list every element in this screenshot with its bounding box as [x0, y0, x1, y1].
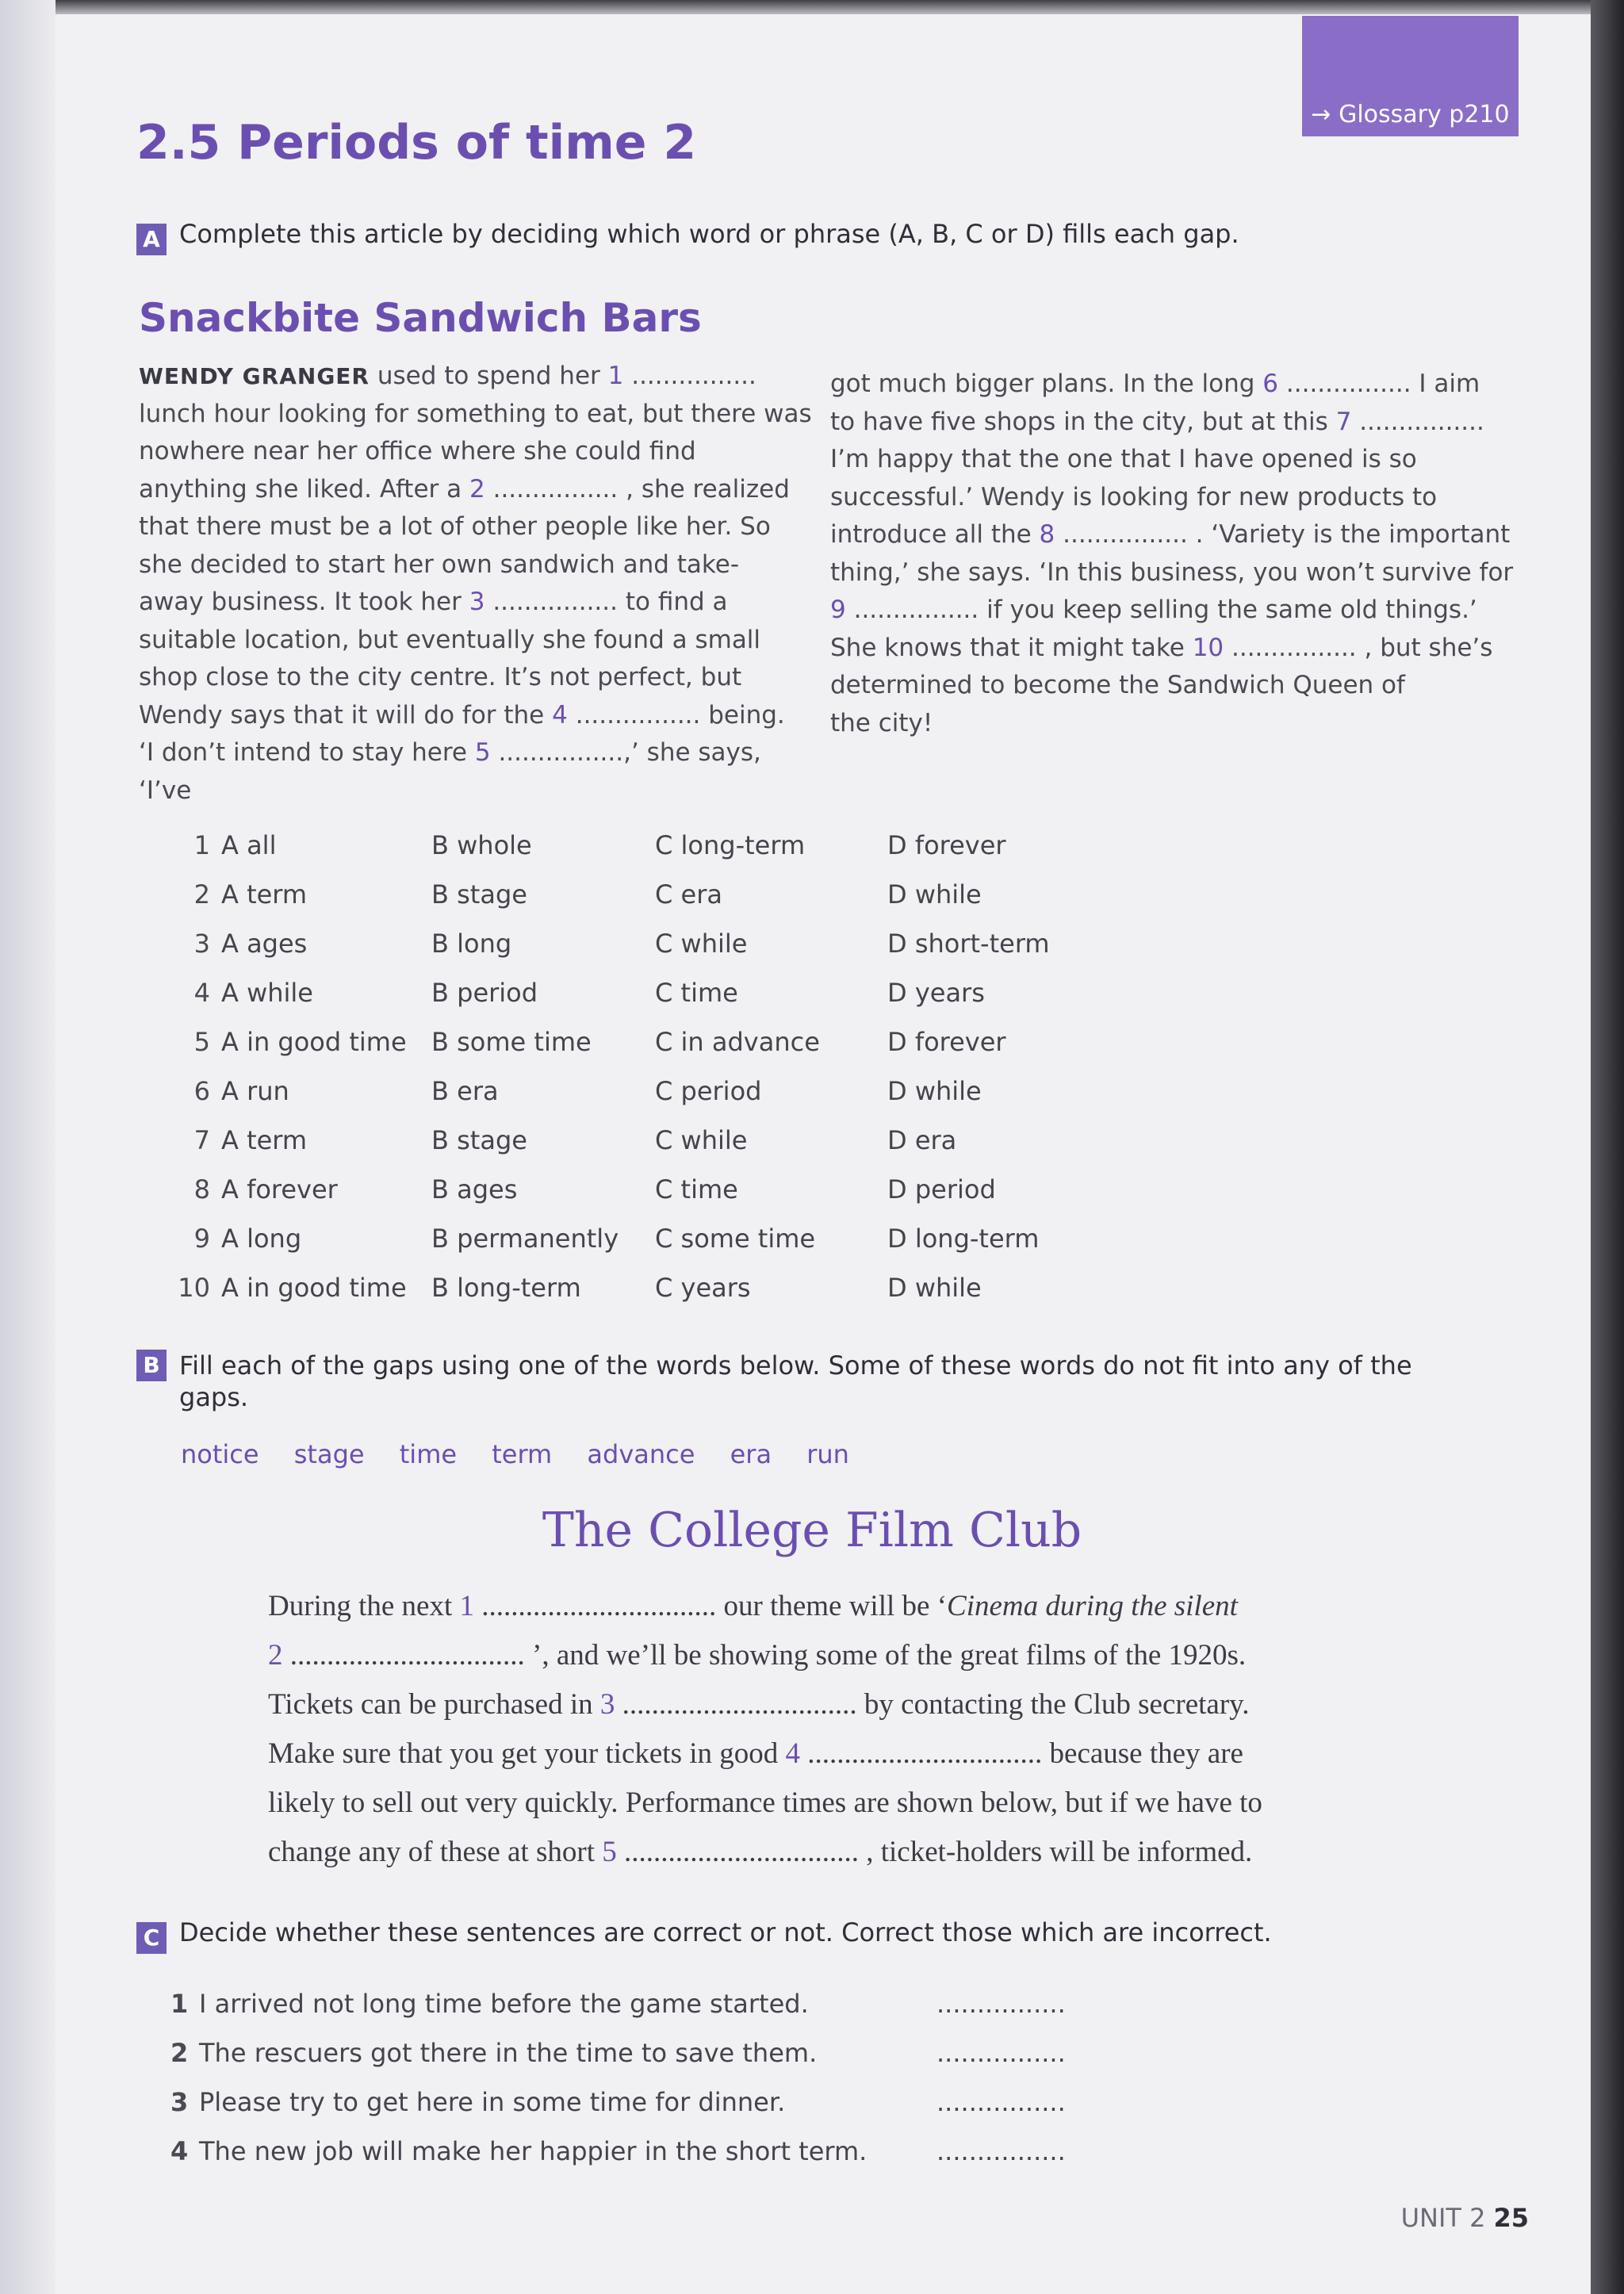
- word-bank-item: advance: [587, 1439, 695, 1469]
- option-a: A while: [221, 978, 313, 1008]
- article-lead: WENDY GRANGER: [139, 363, 370, 389]
- article-text: ‘I don’t intend to stay here: [139, 738, 475, 767]
- article-text: She knows that it might take: [830, 633, 1193, 662]
- option-b: B permanently: [431, 1224, 619, 1254]
- option-d: D while: [887, 1076, 982, 1106]
- word-bank: [181, 1439, 876, 1469]
- film-club-title: The College Film Club: [542, 1503, 1082, 1558]
- option-d: D long-term: [887, 1224, 1040, 1254]
- option-c: C long-term: [655, 830, 806, 860]
- film-line: [268, 1729, 1346, 1779]
- film-text: During the next: [268, 1590, 460, 1622]
- answer-blank: ................: [936, 2136, 1066, 2166]
- section-a-instruction: [136, 219, 1239, 255]
- article-text: got much bigger plans. In the long: [830, 370, 1263, 398]
- option-number: 3: [193, 929, 210, 959]
- article-text: shop close to the city centre. It’s not perfect, but: [139, 663, 742, 691]
- gap-number: 4: [552, 700, 568, 730]
- option-d: D short-term: [887, 929, 1050, 959]
- article-text: I’m happy that the one that I have opened is so: [830, 445, 1417, 473]
- article-line: [830, 554, 1528, 592]
- option-d: D forever: [887, 830, 1006, 860]
- option-c: C in advance: [655, 1027, 820, 1057]
- gap-number: 10: [1192, 633, 1224, 662]
- list-item: [170, 2028, 1066, 2078]
- gap-number: 5: [602, 1836, 617, 1868]
- option-number: 8: [193, 1174, 210, 1204]
- section-b-badge: B: [136, 1350, 167, 1381]
- gap-number: 5: [474, 738, 491, 767]
- article-text: away business. It took her: [139, 588, 469, 616]
- section-c-list: [170, 1979, 1066, 2176]
- answer-blank: ................: [936, 2038, 1066, 2068]
- gap-blank: ................................ by contacting the Club secretary.: [615, 1688, 1250, 1721]
- film-line: [268, 1779, 1346, 1828]
- option-c: C era: [655, 879, 722, 910]
- article-text: determined to become the Sandwich Queen of: [830, 671, 1405, 699]
- table-row: [163, 1263, 1086, 1312]
- options-table: [163, 821, 1086, 1312]
- gap-blank: ................................ , ticket-holders will be informed.: [616, 1836, 1253, 1868]
- option-number: 9: [193, 1224, 210, 1254]
- gap-blank: ................ , she realized: [485, 474, 790, 504]
- option-d: D forever: [887, 1027, 1006, 1057]
- option-number: 6: [193, 1076, 210, 1106]
- gap-number: 1: [607, 362, 624, 390]
- option-a: A long: [221, 1224, 302, 1254]
- film-line: [268, 1828, 1346, 1877]
- gap-number: 4: [785, 1737, 801, 1770]
- gap-blank: ................: [623, 362, 756, 390]
- word-bank-item: term: [492, 1439, 553, 1469]
- article-line: [830, 667, 1528, 705]
- list-item: [170, 2078, 1066, 2127]
- film-italic: Cinema during the silent: [947, 1590, 1238, 1622]
- article-line: [139, 396, 821, 434]
- table-row: [163, 1165, 1086, 1214]
- option-d: D era: [887, 1125, 957, 1155]
- option-number: 4: [193, 978, 210, 1008]
- option-a: A run: [221, 1076, 289, 1106]
- article-text: thing,’ she says. ‘In this business, you won’t survive for: [830, 557, 1514, 587]
- section-b-instruction: [136, 1350, 1484, 1413]
- option-b: B stage: [431, 879, 527, 910]
- film-line: [268, 1631, 1346, 1680]
- article-title: Snackbite Sandwich Bars: [139, 295, 702, 341]
- article-left-column: [139, 358, 821, 810]
- gap-number: 8: [1039, 520, 1055, 549]
- article-text: she decided to start her own sandwich and take-: [139, 550, 740, 579]
- option-number: 1: [193, 830, 210, 860]
- page-footer: [1401, 2203, 1529, 2233]
- article-text: lunch hour looking for something to eat, but there was: [139, 399, 812, 428]
- item-number: 4: [170, 2136, 189, 2166]
- option-a: A forever: [221, 1174, 338, 1204]
- article-text: to have five shops in the city, but at this: [830, 407, 1336, 436]
- option-number: 7: [193, 1125, 210, 1155]
- gap-blank: ................ , but she’s: [1224, 633, 1493, 662]
- gap-blank: ................................ because they are: [800, 1737, 1243, 1770]
- option-a: A all: [221, 830, 277, 860]
- option-c: C time: [655, 978, 738, 1008]
- gap-number: 7: [1335, 407, 1352, 436]
- item-sentence: The rescuers got there in the time to save them.: [199, 2038, 818, 2068]
- option-d: D years: [887, 978, 985, 1008]
- item-sentence: The new job will make her happier in the short term.: [199, 2136, 868, 2166]
- gap-number: 6: [1262, 370, 1279, 398]
- film-text: likely to sell out very quickly. Performance times are shown below, but if we have to: [268, 1787, 1262, 1819]
- article-text: used to spend her: [370, 362, 608, 390]
- gap-blank: ................ if you keep selling the same old things.’: [845, 596, 1477, 624]
- gap-blank: ................................ ’, and we’ll be showing some of the great films of the 1920s.: [282, 1639, 1247, 1672]
- article-line: [830, 516, 1528, 554]
- table-row: [163, 870, 1086, 919]
- option-c: C years: [655, 1273, 751, 1303]
- article-line: [139, 546, 821, 584]
- page-title: 2.5 Periods of time 2: [136, 115, 697, 170]
- answer-blank: ................: [936, 1989, 1066, 2019]
- table-row: [163, 1067, 1086, 1116]
- option-a: A term: [221, 1125, 308, 1155]
- section-b-instruction-text-2: gaps.: [179, 1382, 249, 1412]
- item-number: 1: [170, 1989, 189, 2019]
- option-a: A in good time: [221, 1027, 407, 1057]
- item-sentence: I arrived not long time before the game started.: [199, 1989, 809, 2019]
- table-row: [163, 1116, 1086, 1165]
- gap-blank: ................ being.: [567, 700, 785, 730]
- word-bank-item: era: [730, 1439, 772, 1469]
- option-b: B ages: [431, 1174, 518, 1204]
- article-line: [139, 508, 821, 546]
- article-line: [830, 630, 1528, 668]
- article-line: [830, 479, 1528, 517]
- option-a: A in good time: [221, 1273, 407, 1303]
- article-line: [830, 441, 1528, 479]
- footer-unit: UNIT 2: [1400, 2203, 1486, 2233]
- article-line: [139, 697, 821, 735]
- table-row: [163, 821, 1086, 870]
- option-a: A term: [221, 879, 308, 910]
- option-a: A ages: [221, 929, 308, 959]
- list-item: [170, 1979, 1066, 2028]
- gap-number: 1: [459, 1590, 474, 1622]
- section-a-instruction-text: Complete this article by deciding which word or phrase (A, B, C or D) fills each gap.: [179, 219, 1239, 249]
- article-line: [139, 584, 821, 622]
- option-number: 5: [193, 1027, 210, 1057]
- gap-blank: ................ I aim: [1278, 370, 1480, 398]
- option-c: C time: [655, 1174, 738, 1204]
- article-line: [830, 366, 1528, 404]
- table-row: [163, 919, 1086, 968]
- option-b: B whole: [431, 830, 532, 860]
- table-row: [163, 968, 1086, 1017]
- page-top-shadow: [0, 0, 1624, 14]
- glossary-tab-label: → Glossary p210: [1311, 101, 1510, 128]
- section-c-instruction-text: Decide whether these sentences are correct or not. Correct those which are incorrect.: [179, 1917, 1272, 1947]
- article-text: anything she liked. After a: [139, 474, 469, 504]
- section-c-instruction: [136, 1917, 1272, 1954]
- section-c-badge: C: [136, 1922, 167, 1954]
- option-c: C while: [655, 1125, 748, 1155]
- article-line: [139, 358, 821, 396]
- article-text: Wendy says that it will do for the: [139, 700, 553, 730]
- article-line: [830, 592, 1528, 630]
- article-text: nowhere near her office where she could find: [139, 437, 696, 465]
- item-number: 3: [170, 2087, 189, 2117]
- item-number: 2: [170, 2038, 189, 2068]
- page-number: 25: [1493, 2203, 1529, 2233]
- gap-number: 3: [599, 1688, 615, 1721]
- article-line: [830, 404, 1528, 442]
- option-d: D while: [887, 879, 982, 910]
- option-c: C some time: [655, 1224, 816, 1254]
- option-b: B era: [431, 1076, 499, 1106]
- page-right-edge: [1591, 0, 1624, 2294]
- word-bank-item: notice: [181, 1439, 259, 1469]
- gap-blank: ................ . ‘Variety is the important: [1055, 520, 1511, 549]
- article-text: the city!: [830, 708, 933, 737]
- film-line: [268, 1582, 1346, 1631]
- table-row: [163, 1017, 1086, 1067]
- section-a-badge: A: [136, 224, 167, 255]
- gap-number: 3: [469, 588, 485, 616]
- word-bank-item: time: [399, 1439, 458, 1469]
- gap-blank: ................................ our theme will be ‘: [473, 1590, 948, 1622]
- article-line: [139, 471, 821, 509]
- article-text: that there must be a lot of other people like her. So: [139, 512, 771, 541]
- option-d: D period: [887, 1174, 996, 1204]
- answer-blank: ................: [936, 2087, 1066, 2117]
- option-b: B stage: [431, 1125, 527, 1155]
- word-bank-item: run: [806, 1439, 849, 1469]
- page-spine-shadow: [0, 0, 56, 2294]
- option-b: B long: [431, 929, 512, 959]
- option-d: D while: [887, 1273, 982, 1303]
- gap-number: 2: [469, 474, 485, 504]
- item-sentence: Please try to get here in some time for dinner.: [199, 2087, 786, 2117]
- option-c: C while: [655, 929, 748, 959]
- film-line: [268, 1680, 1346, 1729]
- article-text: successful.’ Wendy is looking for new products to: [830, 482, 1438, 511]
- article-right-column: [830, 366, 1528, 742]
- option-b: B period: [431, 978, 538, 1008]
- gap-blank: ................: [1351, 407, 1484, 436]
- option-number: 2: [193, 879, 210, 910]
- film-club-text: [268, 1582, 1346, 1877]
- option-number: 10: [178, 1273, 210, 1303]
- option-b: B some time: [431, 1027, 592, 1057]
- article-line: [139, 734, 821, 810]
- gap-blank: ................,’ she says, ‘I’ve: [139, 738, 761, 805]
- article-text: suitable location, but eventually she found a small: [139, 625, 761, 654]
- article-text: introduce all the: [830, 520, 1040, 549]
- word-bank-item: stage: [293, 1439, 365, 1469]
- table-row: [163, 1214, 1086, 1263]
- film-text: Tickets can be purchased in: [268, 1688, 600, 1721]
- option-b: B long-term: [431, 1273, 581, 1303]
- gap-number: 2: [268, 1639, 283, 1672]
- option-c: C period: [655, 1076, 762, 1106]
- list-item: [170, 2127, 1066, 2176]
- gap-blank: ................ to find a: [485, 588, 728, 616]
- glossary-tab: [1302, 16, 1519, 136]
- article-line: [139, 622, 821, 660]
- gap-number: 9: [830, 596, 846, 624]
- section-b-instruction-text: Fill each of the gaps using one of the words below. Some of these words do not fit into any of the: [179, 1350, 1412, 1381]
- film-text: change any of these at short: [268, 1836, 603, 1868]
- article-line: [139, 659, 821, 697]
- article-line: [139, 433, 821, 471]
- film-text: Make sure that you get your tickets in good: [268, 1737, 786, 1770]
- article-line: [830, 705, 1528, 743]
